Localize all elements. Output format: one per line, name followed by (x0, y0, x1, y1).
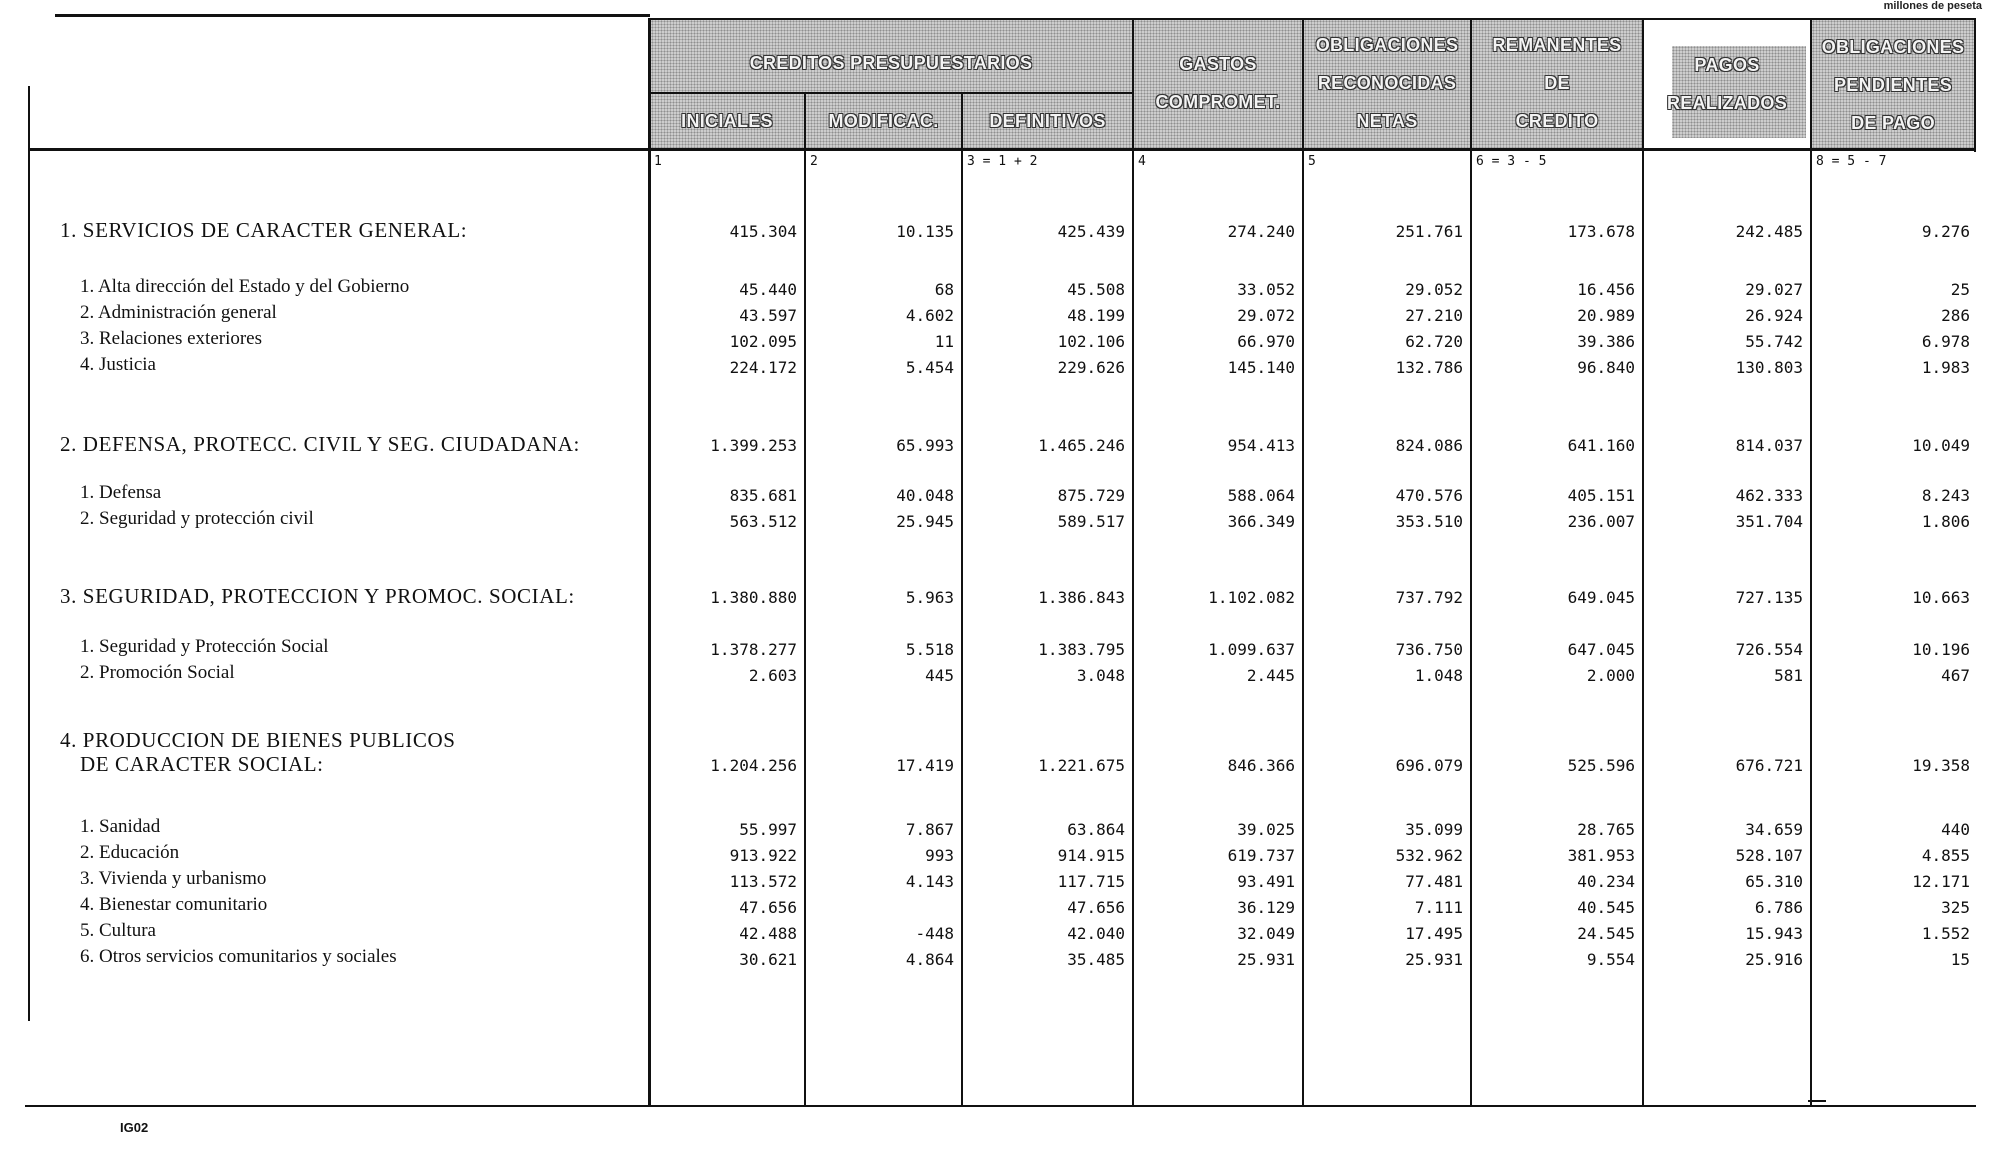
col-rule-8 (1810, 18, 1812, 1107)
table-cell: 1.983 (1921, 358, 1970, 377)
table-cell: 835.681 (729, 486, 797, 505)
section-label: 3. SEGURIDAD, PROTECCION Y PROMOC. SOCIAL: (60, 584, 575, 608)
table-cell: 4.143 (905, 872, 954, 891)
table-cell: 42.040 (1067, 924, 1125, 943)
table-cell: 236.007 (1567, 512, 1635, 531)
table-cell: 65.993 (896, 436, 954, 455)
table-cell: 224.172 (729, 358, 797, 377)
table-cell: 251.761 (1395, 222, 1463, 241)
table-cell: 117.715 (1057, 872, 1125, 891)
header-remanentes-3: CREDITO (1515, 111, 1599, 131)
table-cell: 29.027 (1745, 280, 1803, 299)
header-remanentes-1: REMANENTES (1492, 35, 1622, 55)
table-cell: 846.366 (1227, 756, 1295, 775)
row-label: 2. Educación (80, 842, 180, 863)
table-cell: 35.485 (1067, 950, 1125, 969)
header-pagos-2: REALIZADOS (1667, 93, 1787, 113)
table-cell: 47.656 (1067, 898, 1125, 917)
table-cell: 1.102.082 (1208, 588, 1295, 607)
table-cell: 9.554 (1586, 950, 1635, 969)
header-oblig-rec-3: NETAS (1356, 111, 1418, 131)
table-cell: 39.386 (1577, 332, 1635, 351)
table-cell: 814.037 (1735, 436, 1803, 455)
col-rule-5 (1302, 18, 1304, 1107)
header-oblig-pend-1: OBLIGACIONES (1821, 37, 1965, 57)
row-label: 4. Justicia (80, 354, 156, 375)
table-cell: 913.922 (729, 846, 797, 865)
section-label: 1. SERVICIOS DE CARACTER GENERAL: (60, 218, 468, 242)
table-cell: 11 (934, 332, 954, 351)
table-cell: 532.962 (1395, 846, 1463, 865)
table-cell: 4.864 (905, 950, 954, 969)
header-oblig-rec-2: RECONOCIDAS (1317, 73, 1457, 93)
table-cell: 425.439 (1057, 222, 1125, 241)
rule-top (648, 18, 1976, 20)
table-cell: 366.349 (1227, 512, 1295, 531)
table-cell: 25.931 (1405, 950, 1463, 969)
header-definitivos: DEFINITIVOS (989, 111, 1106, 131)
header-modificac: MODIFICAC. (828, 111, 939, 131)
table-cell: 6.978 (1921, 332, 1970, 351)
table-cell: 55.742 (1745, 332, 1803, 351)
table-cell: 62.720 (1405, 332, 1463, 351)
header-remanentes-2: DE (1544, 73, 1570, 93)
table-cell: 15.943 (1745, 924, 1803, 943)
table-cell: 24.545 (1577, 924, 1635, 943)
row-label: 1. Defensa (80, 482, 162, 503)
table-cell: 1.380.880 (710, 588, 797, 607)
row-label: 6. Otros servicios comunitarios y sociales (80, 946, 397, 967)
table-cell: 242.485 (1735, 222, 1803, 241)
table-cell: 1.204.256 (710, 756, 797, 775)
table-cell: 132.786 (1395, 358, 1463, 377)
col-rule-7 (1642, 18, 1644, 1107)
table-cell: 1.383.795 (1038, 640, 1125, 659)
table-cell: 20.989 (1577, 306, 1635, 325)
table-cell: 96.840 (1577, 358, 1635, 377)
table-cell: 39.025 (1237, 820, 1295, 839)
table-cell: 47.656 (739, 898, 797, 917)
col-index-3: 3 = 1 + 2 (967, 154, 1038, 169)
table-cell: 2.603 (748, 666, 797, 685)
table-cell: 26.924 (1745, 306, 1803, 325)
table-cell: 15 (1950, 950, 1970, 969)
table-cell: 676.721 (1735, 756, 1803, 775)
row-label: 4. Bienestar comunitario (80, 894, 268, 915)
table-cell: 1.465.246 (1038, 436, 1125, 455)
table-cell: 27.210 (1405, 306, 1463, 325)
header-iniciales: INICIALES (681, 111, 773, 131)
table-cell: 736.750 (1395, 640, 1463, 659)
table-cell: 1.552 (1921, 924, 1970, 943)
table-cell: 32.049 (1237, 924, 1295, 943)
col-index-1: 1 (654, 154, 662, 169)
table-cell: 77.481 (1405, 872, 1463, 891)
section-label: 4. PRODUCCION DE BIENES PUBLICOS (60, 728, 456, 752)
header-gastos-2: COMPROMET. (1155, 92, 1281, 112)
table-cell: 229.626 (1057, 358, 1125, 377)
table-cell: 440 (1941, 820, 1970, 839)
table-cell: 35.099 (1405, 820, 1463, 839)
table-cell: 824.086 (1395, 436, 1463, 455)
table-cell: 2.445 (1246, 666, 1295, 685)
table-cell: 993 (925, 846, 954, 865)
table-cell: 102.106 (1057, 332, 1125, 351)
table-cell: 5.963 (905, 588, 954, 607)
table-cell: 405.151 (1567, 486, 1635, 505)
table-cell: 45.508 (1067, 280, 1125, 299)
table-cell: 2.000 (1586, 666, 1635, 685)
table-cell: 30.621 (739, 950, 797, 969)
table-cell: 727.135 (1735, 588, 1803, 607)
table-cell: 1.221.675 (1038, 756, 1125, 775)
table-cell: 415.304 (729, 222, 797, 241)
table-cell: 1.399.253 (710, 436, 797, 455)
table-cell: 1.048 (1414, 666, 1463, 685)
table-cell: 40.234 (1577, 872, 1635, 891)
col-rule-3 (961, 92, 963, 1107)
table-cell: 113.572 (729, 872, 797, 891)
units-note: millones de peseta (1883, 0, 1982, 12)
table-cell: 581 (1774, 666, 1803, 685)
row-label: 2. Seguridad y protección civil (80, 508, 314, 529)
table-cell: 40.048 (896, 486, 954, 505)
header-gastos-1: GASTOS (1179, 54, 1257, 74)
table-cell: 42.488 (739, 924, 797, 943)
table-cell: 470.576 (1395, 486, 1463, 505)
table-cell: 68 (934, 280, 954, 299)
table-cell: 25.945 (896, 512, 954, 531)
col-rule-6 (1470, 18, 1472, 1107)
table-cell: 353.510 (1395, 512, 1463, 531)
table-cell: 1.378.277 (710, 640, 797, 659)
table-cell: 45.440 (739, 280, 797, 299)
table-cell: 641.160 (1567, 436, 1635, 455)
section-label: 2. DEFENSA, PROTECC. CIVIL Y SEG. CIUDADANA: (60, 432, 580, 456)
table-cell: 6.786 (1754, 898, 1803, 917)
table-cell: 12.171 (1912, 872, 1970, 891)
table-cell: 589.517 (1057, 512, 1125, 531)
col-index-6: 6 = 3 - 5 (1476, 154, 1547, 169)
table-cell: 48.199 (1067, 306, 1125, 325)
col-rule-right (1974, 18, 1976, 152)
table-cell: 726.554 (1735, 640, 1803, 659)
table-cell: 25 (1950, 280, 1970, 299)
table-cell: 588.064 (1227, 486, 1295, 505)
table-cell: 1.386.843 (1038, 588, 1125, 607)
table-cell: 10.196 (1912, 640, 1970, 659)
table-cell: 102.095 (729, 332, 797, 351)
table-cell: 3.048 (1076, 666, 1125, 685)
table-cell: 274.240 (1227, 222, 1295, 241)
section-label-continued: DE CARACTER SOCIAL: (80, 752, 324, 776)
row-label: 1. Seguridad y Protección Social (80, 636, 329, 657)
rule-header-split (648, 92, 1134, 94)
header-creditos: CREDITOS PRESUPUESTARIOS (749, 53, 1033, 73)
footer-code: IG02 (120, 1120, 149, 1135)
row-label: 1. Alta dirección del Estado y del Gobierno (80, 276, 410, 297)
header-oblig-pend-2: PENDIENTES (1833, 75, 1953, 95)
row-label: 3. Relaciones exteriores (80, 328, 263, 349)
col-rule-2 (804, 92, 806, 1107)
col-rule-1 (648, 18, 651, 1107)
table-cell: 55.997 (739, 820, 797, 839)
header-pagos-1: PAGOS (1694, 55, 1760, 75)
table-cell: 16.456 (1577, 280, 1635, 299)
table-cell: 33.052 (1237, 280, 1295, 299)
row-label: 5. Cultura (80, 920, 156, 941)
table-cell: 8.243 (1921, 486, 1970, 505)
table-cell: 5.518 (905, 640, 954, 659)
table-cell: 34.659 (1745, 820, 1803, 839)
table-cell: 130.803 (1735, 358, 1803, 377)
table-cell: 325 (1941, 898, 1970, 917)
table-cell: 145.140 (1227, 358, 1295, 377)
table-cell: 19.358 (1912, 756, 1970, 775)
table-cell: 10.663 (1912, 588, 1970, 607)
table-cell: 647.045 (1567, 640, 1635, 659)
table-cell: -448 (915, 924, 954, 943)
header-oblig-pend-3: DE PAGO (1851, 113, 1935, 133)
col-index-4: 4 (1138, 154, 1146, 169)
table-cell: 4.855 (1921, 846, 1970, 865)
table-cell: 525.596 (1567, 756, 1635, 775)
table-cell: 954.413 (1227, 436, 1295, 455)
table-cell: 10.049 (1912, 436, 1970, 455)
table-cell: 25.931 (1237, 950, 1295, 969)
rule-top-left (55, 14, 650, 17)
table-cell: 63.864 (1067, 820, 1125, 839)
table-cell: 36.129 (1237, 898, 1295, 917)
table-cell: 528.107 (1735, 846, 1803, 865)
col-rule-4 (1132, 18, 1134, 1107)
row-label: 2. Administración general (80, 302, 277, 323)
table-cell: 1.099.637 (1208, 640, 1295, 659)
header-oblig-rec-1: OBLIGACIONES (1315, 35, 1459, 55)
rule-header-bottom (28, 148, 1976, 151)
table-cell: 914.915 (1057, 846, 1125, 865)
table-cell: 563.512 (729, 512, 797, 531)
table-cell: 10.135 (896, 222, 954, 241)
table-cell: 173.678 (1567, 222, 1635, 241)
table-cell: 7.867 (905, 820, 954, 839)
table-cell: 286 (1941, 306, 1970, 325)
table-cell: 65.310 (1745, 872, 1803, 891)
rule-bottom (25, 1105, 1976, 1107)
table-cell: 7.111 (1414, 898, 1463, 917)
table-cell: 93.491 (1237, 872, 1295, 891)
table-cell: 696.079 (1395, 756, 1463, 775)
col-index-2: 2 (810, 154, 818, 169)
table-cell: 28.765 (1577, 820, 1635, 839)
table-cell: 25.916 (1745, 950, 1803, 969)
table-cell: 17.495 (1405, 924, 1463, 943)
table-cell: 43.597 (739, 306, 797, 325)
table-cell: 4.602 (905, 306, 954, 325)
table-cell: 619.737 (1227, 846, 1295, 865)
table-cell: 649.045 (1567, 588, 1635, 607)
table-cell: 40.545 (1577, 898, 1635, 917)
table-cell: 462.333 (1735, 486, 1803, 505)
table-cell: 381.953 (1567, 846, 1635, 865)
table-cell: 17.419 (896, 756, 954, 775)
table-cell: 29.072 (1237, 306, 1295, 325)
table-cell: 29.052 (1405, 280, 1463, 299)
table-cell: 875.729 (1057, 486, 1125, 505)
col-index-8: 8 = 5 - 7 (1816, 154, 1887, 169)
col-index-5: 5 (1308, 154, 1316, 169)
table-cell: 66.970 (1237, 332, 1295, 351)
table-cell: 1.806 (1921, 512, 1970, 531)
table-cell: 9.276 (1921, 222, 1970, 241)
table-cell: 445 (925, 666, 954, 685)
row-label: 2. Promoción Social (80, 662, 235, 683)
table-cell: 467 (1941, 666, 1970, 685)
row-label: 3. Vivienda y urbanismo (80, 868, 267, 889)
rule-left (28, 86, 30, 1021)
row-label: 1. Sanidad (80, 816, 161, 837)
table-cell: 5.454 (905, 358, 954, 377)
table-cell: 737.792 (1395, 588, 1463, 607)
table-cell: 351.704 (1735, 512, 1803, 531)
